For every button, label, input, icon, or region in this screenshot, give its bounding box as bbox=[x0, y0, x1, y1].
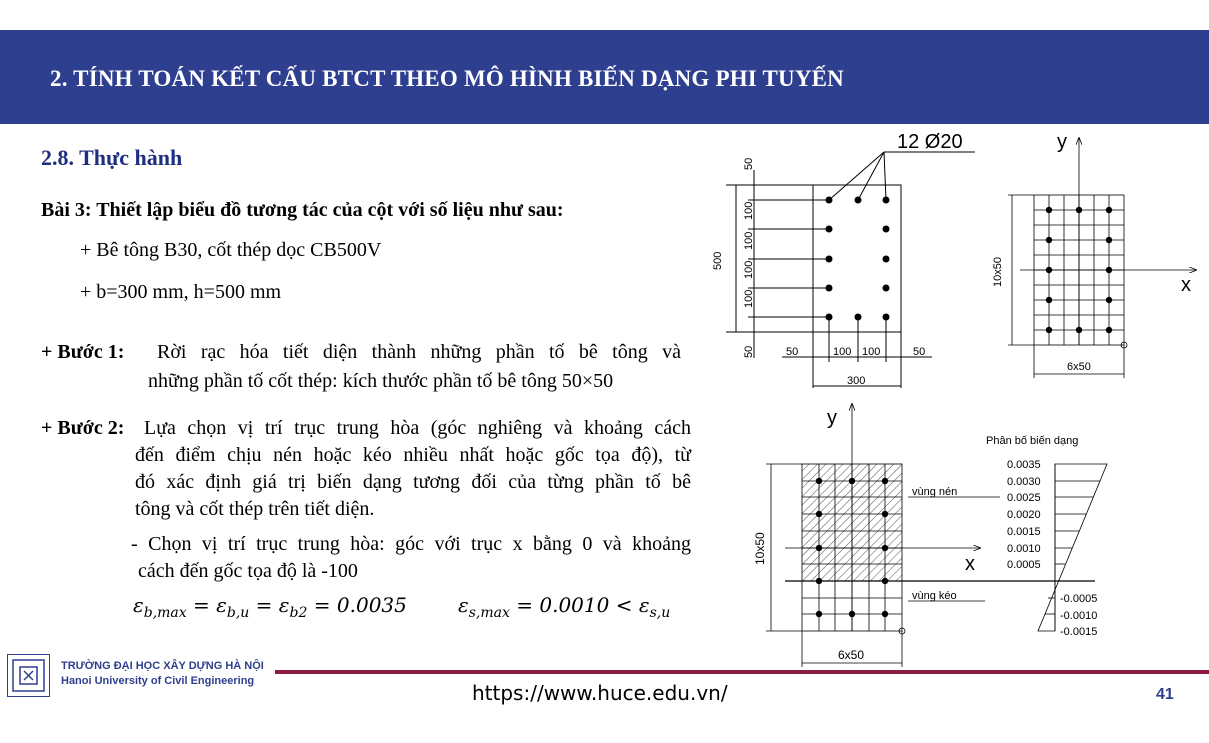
svg-text:100: 100 bbox=[743, 289, 755, 308]
university-name-vn: TRƯỜNG ĐẠI HỌC XÂY DỰNG HÀ NỘI bbox=[61, 660, 264, 672]
tension-zone-label: vùng kéo bbox=[912, 590, 957, 602]
strain-title: Phân bố biến dạng bbox=[986, 435, 1079, 447]
formula-concrete-strain: $\varepsilon_{b,max} = \varepsilon_{b,u} = \varepsilon_{b2} = 0.0035$ bbox=[133, 593, 407, 621]
exercise-title: Bài 3: Thiết lập biểu đồ tương tác của cột với số liệu như sau: bbox=[41, 199, 564, 221]
svg-text:50: 50 bbox=[743, 345, 755, 358]
step2-line1: Lựa chọn vị trí trục trung hòa (góc nghiêng và khoảng cách bbox=[144, 417, 691, 439]
svg-text:0.0025: 0.0025 bbox=[1007, 492, 1041, 504]
mesh-diagram bbox=[992, 131, 1196, 378]
svg-text:50: 50 bbox=[786, 346, 799, 358]
exercise-item-dimensions: + b=300 mm, h=500 mm bbox=[80, 281, 282, 303]
svg-text:300: 300 bbox=[847, 375, 866, 387]
svg-text:-0.0005: -0.0005 bbox=[1060, 593, 1098, 605]
svg-text:100: 100 bbox=[743, 260, 755, 279]
step2-sub2: cách đến gốc tọa độ là -100 bbox=[138, 560, 358, 582]
svg-text:100: 100 bbox=[833, 346, 852, 358]
cross-section-diagram bbox=[712, 131, 975, 388]
step1-line1: Rời rạc hóa tiết diện thành những phần tố bê tông và bbox=[157, 341, 681, 363]
step2-line4: tông và cốt thép trên tiết diện. bbox=[135, 498, 375, 520]
section-title: 2.8. Thực hành bbox=[41, 145, 183, 170]
university-logo bbox=[7, 654, 50, 697]
footer-divider bbox=[275, 670, 1209, 674]
svg-text:100: 100 bbox=[862, 346, 881, 358]
website-link[interactable]: https://www.huce.edu.vn/ bbox=[472, 681, 728, 705]
svg-text:50: 50 bbox=[913, 346, 926, 358]
step2-sub1: - Chọn vị trí trục trung hòa: góc với trục x bằng 0 và khoảng bbox=[131, 533, 691, 555]
exercise-item-concrete: + Bê tông B30, cốt thép dọc CB500V bbox=[80, 239, 382, 261]
svg-text:-0.0010: -0.0010 bbox=[1060, 610, 1098, 622]
svg-text:500: 500 bbox=[712, 251, 724, 270]
svg-text:10x50: 10x50 bbox=[753, 532, 767, 565]
svg-text:0.0015: 0.0015 bbox=[1007, 526, 1041, 538]
svg-text:y: y bbox=[1057, 131, 1067, 153]
svg-text:0.0010: 0.0010 bbox=[1007, 543, 1041, 555]
step2-line3: đó xác định giá trị biến dạng tương đối của từng phần tố bê bbox=[135, 471, 691, 493]
strain-diagram bbox=[753, 404, 1107, 667]
svg-text:6x50: 6x50 bbox=[838, 648, 865, 662]
svg-text:100: 100 bbox=[743, 201, 755, 220]
svg-text:0.0035: 0.0035 bbox=[1007, 459, 1041, 471]
rebar-label: 12 Ø20 bbox=[897, 131, 963, 153]
svg-text:0.0005: 0.0005 bbox=[1007, 559, 1041, 571]
page-number: 41 bbox=[1156, 686, 1174, 703]
slide-title: 2. TÍNH TOÁN KẾT CẤU BTCT THEO MÔ HÌNH BIẾN DẠNG PHI TUYẾN bbox=[50, 66, 844, 91]
svg-text:y: y bbox=[827, 407, 837, 429]
svg-text:50: 50 bbox=[743, 157, 755, 170]
step1-line2: những phần tố cốt thép: kích thước phần tố bê tông 50×50 bbox=[148, 370, 614, 392]
svg-text:0.0020: 0.0020 bbox=[1007, 509, 1041, 521]
university-name-en: Hanoi University of Civil Engineering bbox=[61, 675, 255, 687]
svg-text:6x50: 6x50 bbox=[1067, 361, 1091, 373]
step2-label: + Bước 2: bbox=[41, 417, 125, 439]
formula-steel-strain: $\varepsilon_{s,max} = 0.0010 < \varepsilon_{s,u}$ bbox=[458, 593, 671, 621]
compression-zone-label: vùng nén bbox=[912, 486, 958, 498]
svg-text:x: x bbox=[1181, 274, 1191, 296]
svg-text:10x50: 10x50 bbox=[992, 257, 1004, 287]
svg-text:100: 100 bbox=[743, 231, 755, 250]
svg-text:x: x bbox=[965, 553, 975, 575]
step2-line2: đến điểm chịu nén hoặc kéo nhiều nhất hoặc gốc tọa độ), từ bbox=[135, 444, 691, 466]
svg-text:-0.0015: -0.0015 bbox=[1060, 626, 1098, 638]
step1-label: + Bước 1: bbox=[41, 341, 125, 363]
svg-text:0.0030: 0.0030 bbox=[1007, 476, 1041, 488]
